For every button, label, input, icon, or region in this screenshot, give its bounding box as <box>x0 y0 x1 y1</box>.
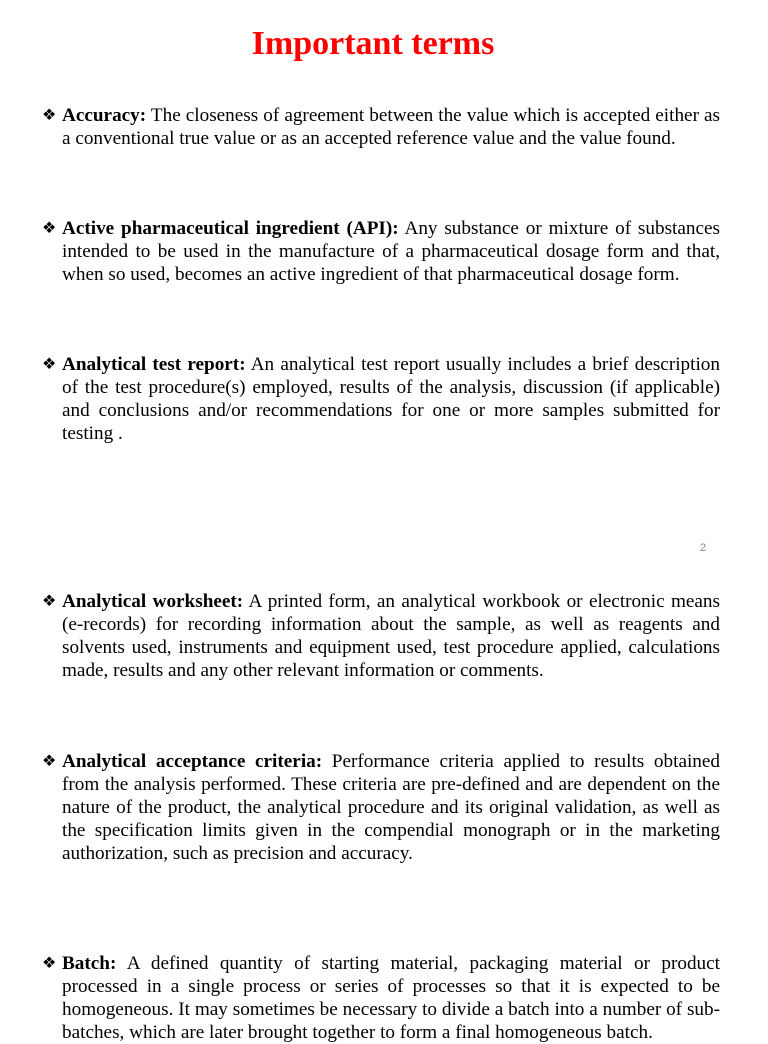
page-title: Important terms <box>251 25 495 62</box>
diamond-bullet-icon: ❖ <box>42 356 57 373</box>
term-definition: A printed form, an analytical workbook or electronic means (e-records) for recording information about the sample, as well as reagents and solvents used, instruments and equipment used, test procedure applied, calculations made, results and any other relevant information or comments. <box>62 591 720 681</box>
term-name: Analytical acceptance criteria: <box>62 751 323 772</box>
term-definition: A defined quantity of starting material, packaging material or product processed in a single process or series of processes so that it is expected to be homogeneous. It may sometimes be necessary to divide a batch into a number of sub-batches, which are later brought together to form a final homogeneous batch. <box>62 953 720 1043</box>
term-definition: The closeness of agreement between the value which is accepted either as a conventional true value or as an accepted reference value and the value found. <box>62 105 720 149</box>
term-name: Active pharmaceutical ingredient (API): <box>62 218 399 239</box>
term-batch <box>42 952 720 1044</box>
term-accuracy <box>42 104 720 150</box>
term-definition: Performance criteria applied to results obtained from the analysis performed. These criteria are pre-defined and are dependent on the nature of the product, the analytical procedure and its original validation, as well as the specification limits given in the compendial monograph or in the marketing authorization, such as precision and accuracy. <box>62 751 721 864</box>
term-name: Analytical test report: <box>62 354 246 375</box>
diamond-bullet-icon: ❖ <box>42 220 57 237</box>
term-name: Analytical worksheet: <box>62 591 244 612</box>
term-analytical-worksheet <box>42 590 720 682</box>
diamond-bullet-icon: ❖ <box>42 753 57 770</box>
term-api <box>42 217 720 286</box>
term-name: Batch: <box>62 953 117 974</box>
term-analytical-acceptance-criteria <box>42 750 721 865</box>
diamond-bullet-icon: ❖ <box>42 107 57 124</box>
term-definition: Any substance or mixture of substances intended to be used in the manufacture of a pharmaceutical dosage form and that, when so used, becomes an active ingredient of that pharmaceutical dosage form. <box>62 218 720 285</box>
page-number: 2 <box>700 542 707 554</box>
term-analytical-test-report <box>42 353 720 445</box>
diamond-bullet-icon: ❖ <box>42 955 57 972</box>
term-name: Accuracy: <box>62 105 147 126</box>
diamond-bullet-icon: ❖ <box>42 593 57 610</box>
term-definition: An analytical test report usually includes a brief description of the test procedure(s) employed, results of the analysis, discussion (if applicable) and conclusions and/or recommendations for one or more samples submitted for testing . <box>62 354 720 444</box>
